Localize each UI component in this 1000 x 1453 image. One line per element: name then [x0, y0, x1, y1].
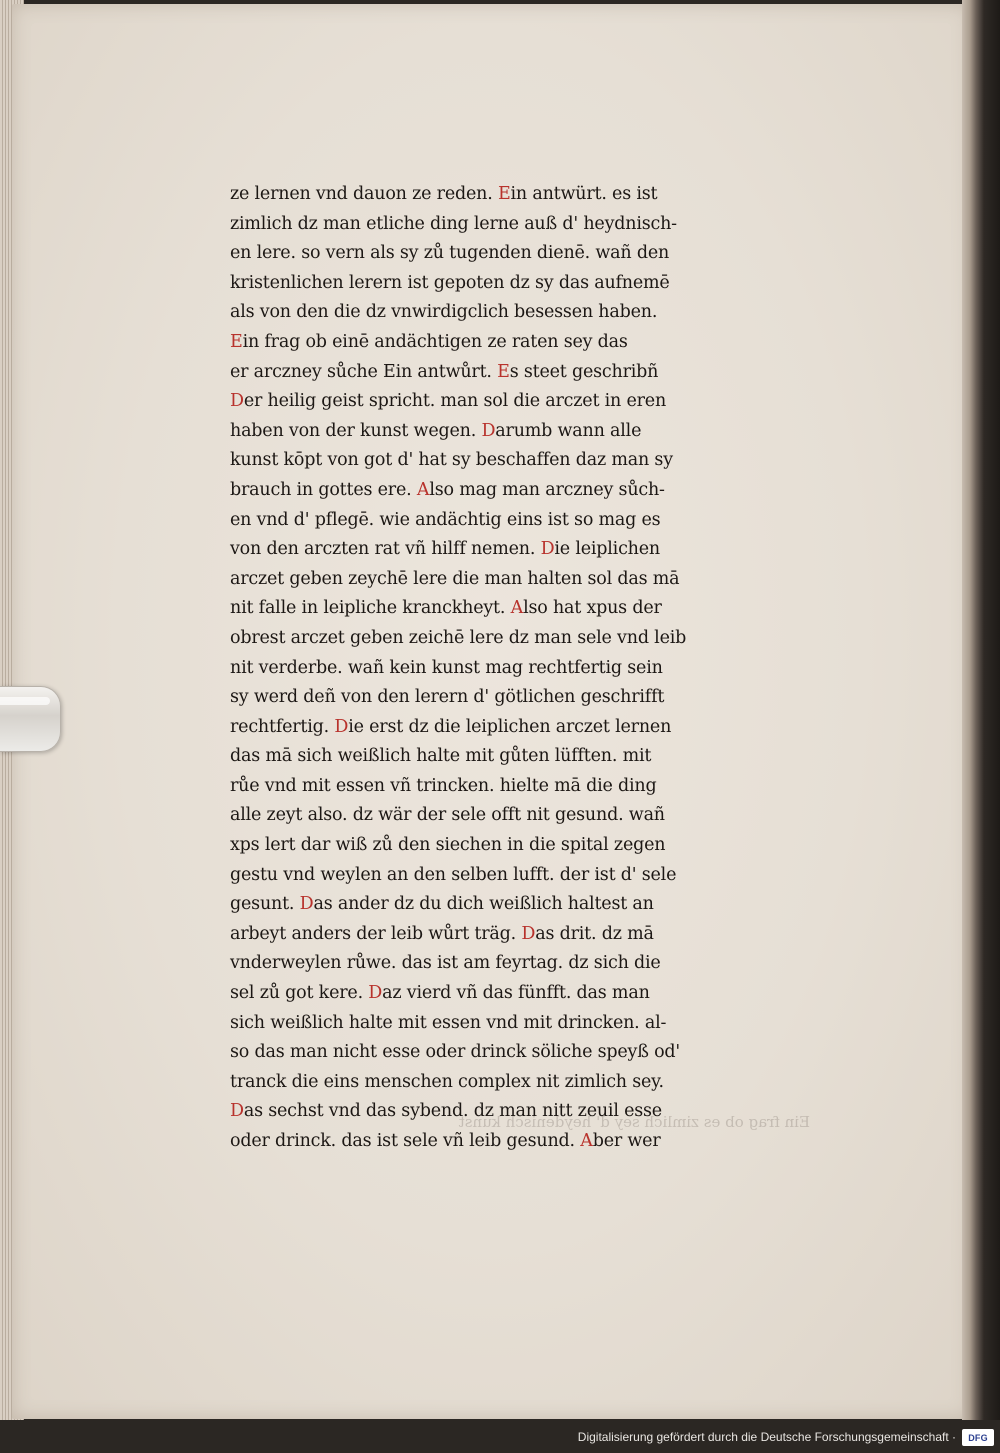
rubricated-initial: E: [230, 331, 243, 352]
text-line: oder drinck. das ist sele vñ leib gesund. Aber wer: [230, 1131, 661, 1151]
text-line: von den arczten rat vñ hilff nemen. Die leiplichen: [230, 539, 660, 560]
rubricated-initial: A: [510, 598, 524, 619]
rubricated-initial: D: [334, 716, 349, 737]
attribution-text: Digitalisierung gefördert durch die Deutsche Forschungsgemeinschaft ·: [577, 1430, 956, 1444]
rubricated-initial: E: [497, 184, 511, 204]
rubricated-initial: A: [416, 479, 430, 500]
text-line: ze lernen vnd dauon ze reden. Ein antwürt. es ist: [230, 184, 658, 204]
text-line: en vnd d' pflegē. wie andächtig eins ist so mag es: [230, 509, 661, 530]
rubricated-initial: D: [540, 539, 555, 560]
text-line: nit verderbe. wañ kein kunst mag rechtfertig sein: [230, 657, 663, 678]
attribution-footer: [0, 1423, 1000, 1453]
text-line: Das sechst vnd das sybend. dz man nitt zeuil esse: [230, 1101, 662, 1122]
text-line: haben von der kunst wegen. Darumb wann alle: [230, 420, 642, 441]
text-line: brauch in gottes ere. Also mag man arczney sůch-: [230, 479, 665, 500]
dfg-logo-icon: [962, 1429, 994, 1446]
text-line: zimlich dz man etliche ding lerne auß d' heydnisch-: [230, 213, 677, 234]
rubricated-initial: D: [368, 983, 383, 1004]
text-line: en lere. so vern als sy zů tugenden dienē. wañ den: [230, 243, 670, 264]
rubricated-initial: D: [230, 1101, 244, 1122]
text-line: er arczney sůche Ein antwůrt. Es steet geschribñ: [230, 361, 659, 382]
printed-text-block: [230, 180, 798, 1157]
text-line: kristenlichen lerern ist gepoten dz sy das aufnemē: [230, 272, 670, 293]
rubricated-initial: D: [481, 420, 496, 441]
text-line: obrest arczet geben zeichē lere dz man sele vnd leib: [230, 627, 687, 648]
show-through-text: Ein frag ob es zimlich sey d' heydenisch kunst: [458, 1113, 810, 1131]
text-line: nit falle in leipliche kranckheyt. Also hat xpus der: [230, 598, 662, 619]
text-line: sel zů got kere. Daz vierd vñ das fünfft. das man: [230, 983, 650, 1004]
text-line: tranck die eins menschen complex nit zimlich sey.: [230, 1071, 664, 1092]
rubricated-initial: E: [497, 361, 510, 382]
text-line: Ein frag ob einē andächtigen ze raten sey das: [230, 331, 628, 352]
rubricated-initial: A: [580, 1131, 593, 1151]
rubricated-initial: D: [521, 923, 536, 944]
text-line: vnderweylen růwe. das ist am feyrtag. dz sich die: [230, 953, 661, 974]
text-line: als von den die dz vnwirdigclich besessen haben.: [230, 302, 658, 323]
text-line: gesunt. Das ander dz du dich weißlich haltest an: [230, 894, 654, 915]
rubricated-initial: D: [299, 894, 314, 915]
text-line: das mā sich weißlich halte mit gůten lüfften. mit: [230, 746, 652, 767]
text-line: arbeyt anders der leib wůrt träg. Das drit. dz mā: [230, 923, 654, 944]
text-line: Der heilig geist spricht. man sol die arczet in eren: [230, 391, 667, 412]
dfg-logo-text: DFG: [968, 1432, 988, 1443]
text-line: alle zeyt also. dz wär der sele offt nit gesund. wañ: [230, 805, 665, 826]
text-line: so das man nicht esse oder drinck söliche speyß od': [230, 1042, 681, 1063]
rubricated-initial: D: [230, 391, 244, 412]
clip-highlight: [0, 697, 50, 705]
right-book-edge: [962, 0, 1000, 1420]
text-line: kunst kōpt von got d' hat sy beschaffen daz man sy: [230, 450, 673, 471]
text-line: růe vnd mit essen vñ trincken. hielte mā die ding: [230, 775, 657, 796]
text-line: sy werd deñ von den lerern d' götlichen geschrifft: [230, 687, 665, 708]
text-line: arczet geben zeychē lere die man halten sol das mā: [230, 568, 680, 589]
page-clip-bookmark: [0, 686, 61, 752]
text-line: sich weißlich halte mit essen vnd mit drincken. al-: [230, 1012, 667, 1033]
text-line: gestu vnd weylen an den selben lufft. der ist d' sele: [230, 864, 677, 885]
text-line: xps lert dar wiß zů den siechen in die spital zegen: [230, 835, 666, 856]
text-line: rechtfertig. Die erst dz die leiplichen arczet lernen: [230, 716, 672, 737]
